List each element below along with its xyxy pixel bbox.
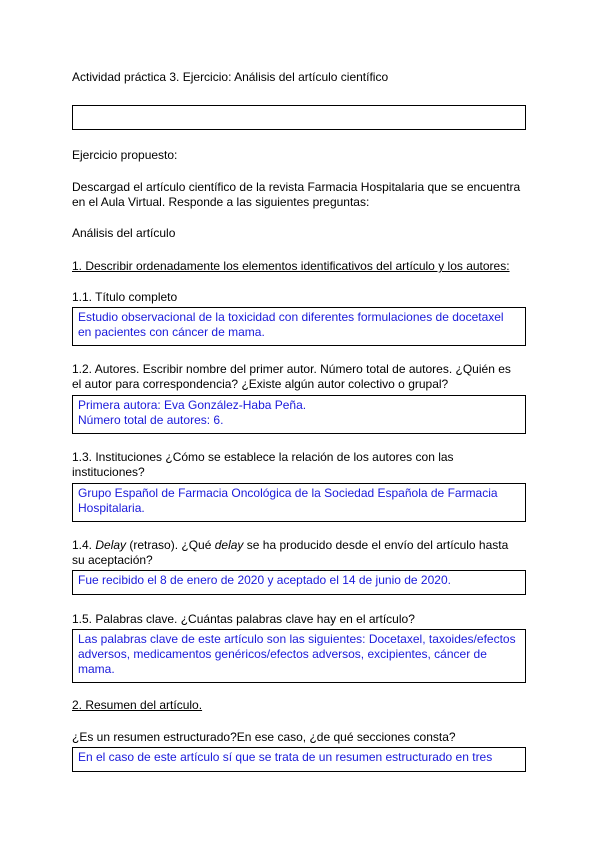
q2-answer-line-2: Número total de autores: 6. (78, 413, 224, 427)
instructions-line-1: Descargad el artículo científico de la revista Farmacia Hospitalaria que se encuentra (72, 180, 521, 194)
q3-answer-line-2: Hospitalaria. (78, 501, 145, 515)
section2-answer: En el caso de este artículo sí que se trata de un resumen estructurado en tres (78, 750, 493, 764)
section1-heading: 1. Describir ordenadamente los elementos identificativos del artículo y los autores: (72, 259, 510, 273)
q5-answer-line-3: mama. (78, 662, 115, 676)
q2-answer-line-1: Primera autora: Eva González-Haba Peña. (78, 398, 307, 412)
q4-answer-box[interactable] (72, 570, 526, 595)
name-input-box[interactable] (72, 105, 526, 130)
q4-answer: Fue recibido el 8 de enero de 2020 y aceptado el 14 de junio de 2020. (78, 573, 451, 587)
proposed-exercise-label: Ejercicio propuesto: (72, 148, 178, 162)
q4-label-prefix: 1.4. (72, 538, 96, 552)
q3-label-line-1: 1.3. Instituciones ¿Cómo se establece la relación de los autores con las (72, 450, 454, 464)
q2-answer-box[interactable] (72, 395, 526, 434)
q5-answer-line-2: adversos, medicamentos genéricos/efectos adversos, excipientes, cáncer de (78, 647, 487, 661)
q4-label-middle: (retraso). ¿Qué (126, 538, 215, 552)
q2-label-line-1: 1.2. Autores. Escribir nombre del primer autor. Número total de autores. ¿Quién es (72, 362, 511, 376)
q4-label-suffix: se ha producido desde el envío del artículo hasta (243, 538, 509, 552)
q1-answer-line-2: en pacientes con cáncer de mama. (78, 325, 265, 339)
document-title: Actividad práctica 3. Ejercicio: Análisis del artículo científico (72, 70, 389, 84)
q3-answer-line-1: Grupo Español de Farmacia Oncológica de la Sociedad Española de Farmacia (78, 486, 498, 500)
q1-answer-box[interactable] (72, 307, 526, 346)
q5-answer-line-1: Las palabras clave de este artículo son las siguientes: Docetaxel, taxoides/efectos (78, 632, 516, 646)
q4-label-delay: Delay (95, 538, 127, 552)
analysis-heading: Análisis del artículo (72, 226, 176, 240)
instructions-line-2: en el Aula Virtual. Responde a las siguientes preguntas: (72, 195, 370, 209)
q4-label-line-2: su aceptación? (72, 553, 153, 567)
q2-label-line-2: el autor para correspondencia? ¿Existe algún autor colectivo o grupal? (72, 377, 449, 391)
q5-label: 1.5. Palabras clave. ¿Cuántas palabras clave hay en el artículo? (72, 612, 415, 626)
q3-answer-box[interactable] (72, 483, 526, 522)
section2-answer-box[interactable] (72, 747, 526, 772)
q1-label: 1.1. Título completo (72, 290, 178, 304)
q3-label-line-2: instituciones? (72, 465, 145, 479)
q5-answer-box[interactable] (72, 629, 526, 683)
q1-answer-line-1: Estudio observacional de la toxicidad con diferentes formulaciones de docetaxel (78, 310, 504, 324)
section2-question: ¿Es un resumen estructurado?En ese caso, ¿de qué secciones consta? (72, 730, 456, 744)
section2-heading: 2. Resumen del artículo. (72, 698, 203, 712)
q4-label-line-1 (72, 538, 508, 554)
q4-label-delay-2: delay (214, 538, 244, 552)
